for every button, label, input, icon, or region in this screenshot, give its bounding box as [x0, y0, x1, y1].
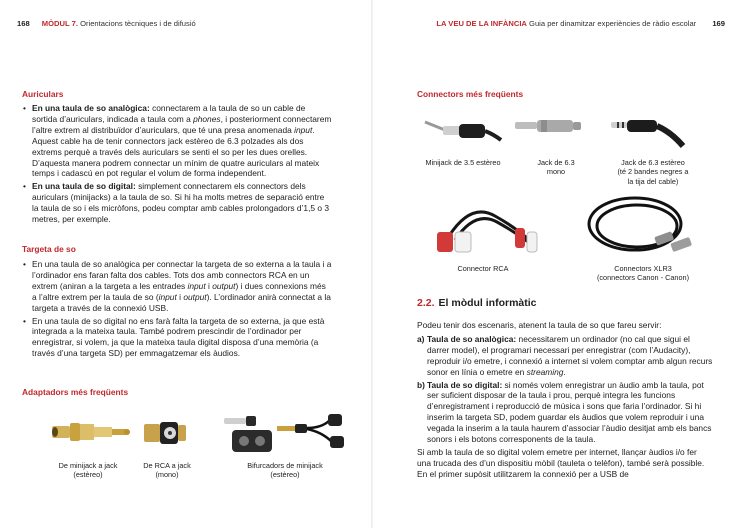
right-page-number: 169 [712, 19, 725, 28]
modul-item-digital: b) Taula de so digital: si només volem enregistrar un àudio amb la taula, pot ser suficient disposar de la taula i prou, perquè integra les funcions d’enregistrament i reproducció de música i sons que faria l’ordinador. Si hi inserim la targeta SD, podem guardar els àudios que volem reproduir i una vegada la inserim a la taula haurem d’associar l’àudio desitjat amb els bancs sonors i els botons corresponents de la taula. [417, 379, 712, 445]
targeta-item-digital: • En una taula de so digital no ens farà falta la targeta de so externa, ja que està integrada a la mateixa taula. També podrem prescindir de l’ordinador per enregistrar, si volem, ja que la mateixa taula digital disposa d’una memòria (a través d’una targeta SD) per emmagatzemar els àudios. [22, 316, 332, 360]
section-heading-modul-informatic [417, 297, 537, 309]
modul-item-analog: a) Taula de so analògica: necessitarem un ordinador (no cal que sigui el darrer model), el programari necessari per enregistrar (com l’Audacity), reproduir i/o emetre, i connexió a internet si volem comptar amb algun recurs sonor en línia o emetre en streaming. [417, 333, 713, 377]
section-title-auriculars: Auriculars [22, 89, 64, 99]
caption-rca-connector: Connector RCA [457, 264, 509, 273]
xlr3-connectors-image [579, 192, 699, 260]
header-book-subtitle: Guia per dinamitzar experiències de ràdio escolar [529, 19, 697, 28]
rca-to-jack-adapter-image [140, 414, 190, 452]
left-page-number: 168 [17, 19, 30, 28]
modul-closing: Si amb la taula de so digital volem emetre per internet, llançar àudios i/o fer una trucada des d’un dispositiu mòbil (tauleta o telèfon), també serà possible. En el primer supòsit utilitzarem la connexió per a USB de [417, 446, 705, 479]
minijack-to-jack-adapter-image [50, 412, 130, 452]
left-page [0, 0, 372, 528]
targeta-body [22, 259, 332, 361]
rca-connector-image [431, 194, 539, 256]
caption-minijack-to-jack: De minijack a jack (estèreo) [58, 461, 118, 480]
modul-intro: Podeu tenir dos escenaris, atenent la taula de so que fareu servir: [417, 320, 662, 330]
left-running-header [17, 19, 196, 28]
caption-minijack-3-5: Minijack de 3.5 estèreo [425, 158, 501, 167]
right-running-header [436, 19, 725, 28]
jack-6-3-stereo-image [609, 114, 687, 154]
header-module-title: Orientacions tècniques i de difusió [80, 19, 196, 28]
modul-body [417, 320, 713, 480]
minijack-splitter-image [222, 412, 352, 454]
auriculars-item-digital: • En una taula de so digital: simplement connectarem els connectors dels auriculars (minijacks) a la taula de so. Si hi ha molts metres de separació entre la taula de so i els micròfons, podeu comptar amb cables prolongadors d’1,5 o 3 metres, per exemple. [22, 181, 332, 225]
right-page [373, 0, 745, 528]
section-title-adaptadors: Adaptadors més freqüents [22, 387, 129, 397]
targeta-item-analog: • En una taula de so analògica per connectar la targeta de so externa a la taula i a l’ordinador ens faran falta dos cables. Tots dos amb connectors RCA en un extrem (aniran a la targeta a les entrades input i output) i dues connexions més a l’altre extrem per la taula de so (input i output). L’ordinador anirà connectat a la targeta a través de la connexió USB. [22, 259, 332, 314]
section-title-targeta: Targeta de so [22, 244, 76, 254]
header-book-title: LA VEU DE LA INFÀNCIA [436, 19, 527, 28]
caption-minijack-splitter: Bifurcadors de minijack (estèreo) [247, 461, 323, 480]
section-title-connectors: Connectors més freqüents [417, 89, 524, 99]
caption-jack-6-3-stereo: Jack de 6.3 estèreo (té 2 bandes negres a la tija del cable) [617, 158, 689, 186]
minijack-3-5-image [423, 112, 503, 148]
section-heading-text: El mòdul informàtic [438, 297, 537, 309]
caption-rca-to-jack: De RCA a jack (mono) [143, 461, 191, 480]
caption-xlr3-connectors: Connectors XLR3 (connectors Canon - Canon) [596, 264, 690, 283]
jack-6-3-mono-image [513, 112, 583, 148]
auriculars-item-analog: • En una taula de so analògica: connectarem a la taula de so un cable de sortida d’auriculars, indicada a taula com a phones, i posteriorment connectarem l’altre extrem al distribuïdor d’auriculars, que té una presa anomenada input. Aquest cable ha de tenir connectors jack estèreo de 6.3 polzades als dos extrems perquè a través dels auriculars se senti el so per les dues orelles. D’aquesta manera podrem connectar un mínim de quatre auriculars al mateix temps i cadascú en pot regular el volum de forma independent. [22, 103, 332, 179]
caption-jack-6-3-mono: Jack de 6.3 mono [537, 158, 575, 177]
section-number: 2.2. [417, 297, 435, 309]
header-module: MÒDUL 7. [41, 19, 78, 28]
auriculars-body [22, 103, 332, 227]
